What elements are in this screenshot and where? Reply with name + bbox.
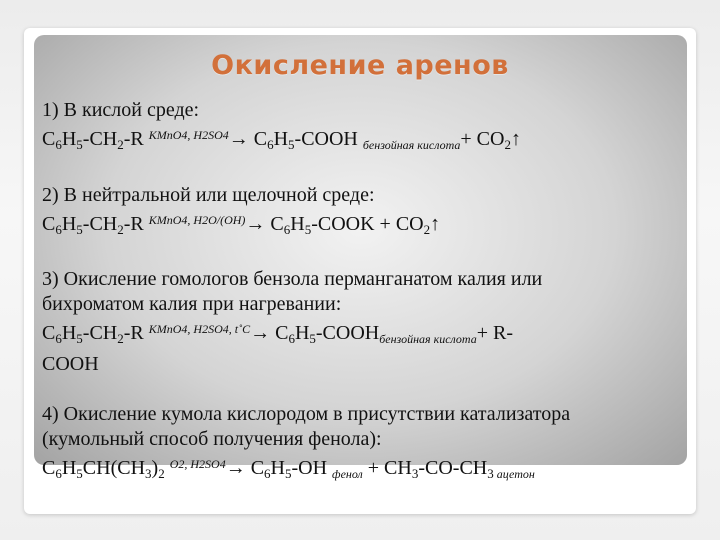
eq-text: H <box>61 213 77 235</box>
eq-subscript: 5 <box>304 222 312 237</box>
eq-text: C <box>248 128 268 150</box>
section-3-equation <box>42 317 682 352</box>
eq-text: + CO <box>460 128 505 150</box>
eq-text: + CH <box>362 457 412 479</box>
eq-subscript: 6 <box>55 137 62 152</box>
eq-text: H <box>61 128 77 150</box>
eq-subscript: 5 <box>288 137 295 152</box>
eq-text: C <box>42 128 56 150</box>
eq-subscript: 5 <box>76 466 83 481</box>
section-4-heading-line-1: 4) Окисление кумола кислородом в присутствии катализатора <box>42 403 571 425</box>
eq-subscript: 6 <box>55 331 62 346</box>
eq-text: -CH <box>82 128 118 150</box>
reaction-arrow: → <box>245 213 266 235</box>
section-2-equation <box>42 208 682 242</box>
eq-subscript: 6 <box>288 331 295 346</box>
eq-text: H <box>61 457 77 479</box>
eq-subscript: 5 <box>285 466 292 481</box>
eq-text: -COOK + CO <box>311 213 424 235</box>
section-1-equation <box>42 123 682 158</box>
eq-subscript: 6 <box>267 137 274 152</box>
eq-subscript: 2 <box>117 222 124 237</box>
eq-subscript: 2 <box>117 137 124 152</box>
reaction-arrow: → <box>228 128 249 150</box>
eq-text: -COOH <box>315 322 380 344</box>
product-label: фенол <box>332 467 363 481</box>
eq-text: -R <box>123 128 149 150</box>
eq-text: C <box>42 457 56 479</box>
eq-text: -OH <box>291 457 333 479</box>
eq-text: C <box>270 322 289 344</box>
eq-subscript: 5 <box>76 137 83 152</box>
eq-subscript: 5 <box>309 331 316 346</box>
eq-subscript: 3 <box>411 466 419 481</box>
eq-text: -CO-CH <box>418 457 488 479</box>
eq-subscript: 5 <box>76 222 83 237</box>
eq-text: H <box>273 128 289 150</box>
eq-text: -CH <box>82 213 118 235</box>
reaction-conditions: KMnO4, H2SO4, t˚C <box>148 322 251 336</box>
eq-text: C <box>245 457 265 479</box>
reaction-conditions: O2, H2SO4 <box>169 457 226 471</box>
eq-subscript: 2 <box>423 222 431 237</box>
slide-title: Окисление аренов <box>211 50 509 81</box>
eq-subscript: 2 <box>158 466 165 481</box>
section-1-heading: 1) В кислой среде: <box>42 99 200 121</box>
eq-subscript: 6 <box>55 466 62 481</box>
product-label: бензойная кислота <box>362 138 461 152</box>
eq-text: -R <box>123 213 149 235</box>
section-4-equation <box>42 452 682 487</box>
eq-text: CH(CH <box>82 457 146 479</box>
eq-text: H <box>270 457 285 479</box>
eq-text: H <box>290 213 305 235</box>
eq-text: ) <box>151 457 159 479</box>
product-label: бензойная кислота <box>379 332 477 346</box>
eq-subscript: 2 <box>117 331 124 346</box>
product-label: ацетон <box>493 467 535 481</box>
eq-text: H <box>294 322 310 344</box>
section-3-equation-continued: COOH <box>42 353 99 375</box>
eq-subscript: 3 <box>145 466 152 481</box>
eq-text: H <box>61 322 77 344</box>
eq-subscript: 6 <box>264 466 271 481</box>
spacer <box>42 377 682 402</box>
eq-subscript: 2 <box>504 137 511 152</box>
eq-text: -R <box>123 322 149 344</box>
eq-subscript: 5 <box>76 331 83 346</box>
slide-content <box>42 98 682 487</box>
section-3-heading-line-1: 3) Окисление гомологов бензола перманганатом калия или <box>42 268 543 290</box>
section-2-heading: 2) В нейтральной или щелочной среде: <box>42 184 375 206</box>
eq-text: C <box>265 213 284 235</box>
eq-text: -CH <box>82 322 118 344</box>
eq-subscript: 3 <box>487 466 494 481</box>
eq-text: C <box>42 322 56 344</box>
eq-text: C <box>42 213 56 235</box>
gas-arrow: ↑ <box>510 128 521 150</box>
spacer <box>42 242 682 267</box>
section-3-heading-line-2: бихроматом калия при нагревании: <box>42 293 342 315</box>
reaction-arrow: → <box>250 322 271 344</box>
gas-arrow: ↑ <box>430 213 441 235</box>
section-4-heading-line-2: (кумольный способ получения фенола): <box>42 428 382 450</box>
eq-subscript: 6 <box>283 222 291 237</box>
reaction-arrow: → <box>225 457 246 479</box>
eq-subscript: 6 <box>55 222 62 237</box>
eq-text: + R- <box>476 322 514 344</box>
reaction-conditions: KMnO4, H2SO4 <box>148 128 229 142</box>
reaction-conditions: KMnO4, H2O/(OH) <box>148 213 246 227</box>
eq-text: -COOH <box>294 128 363 150</box>
spacer <box>42 158 682 183</box>
